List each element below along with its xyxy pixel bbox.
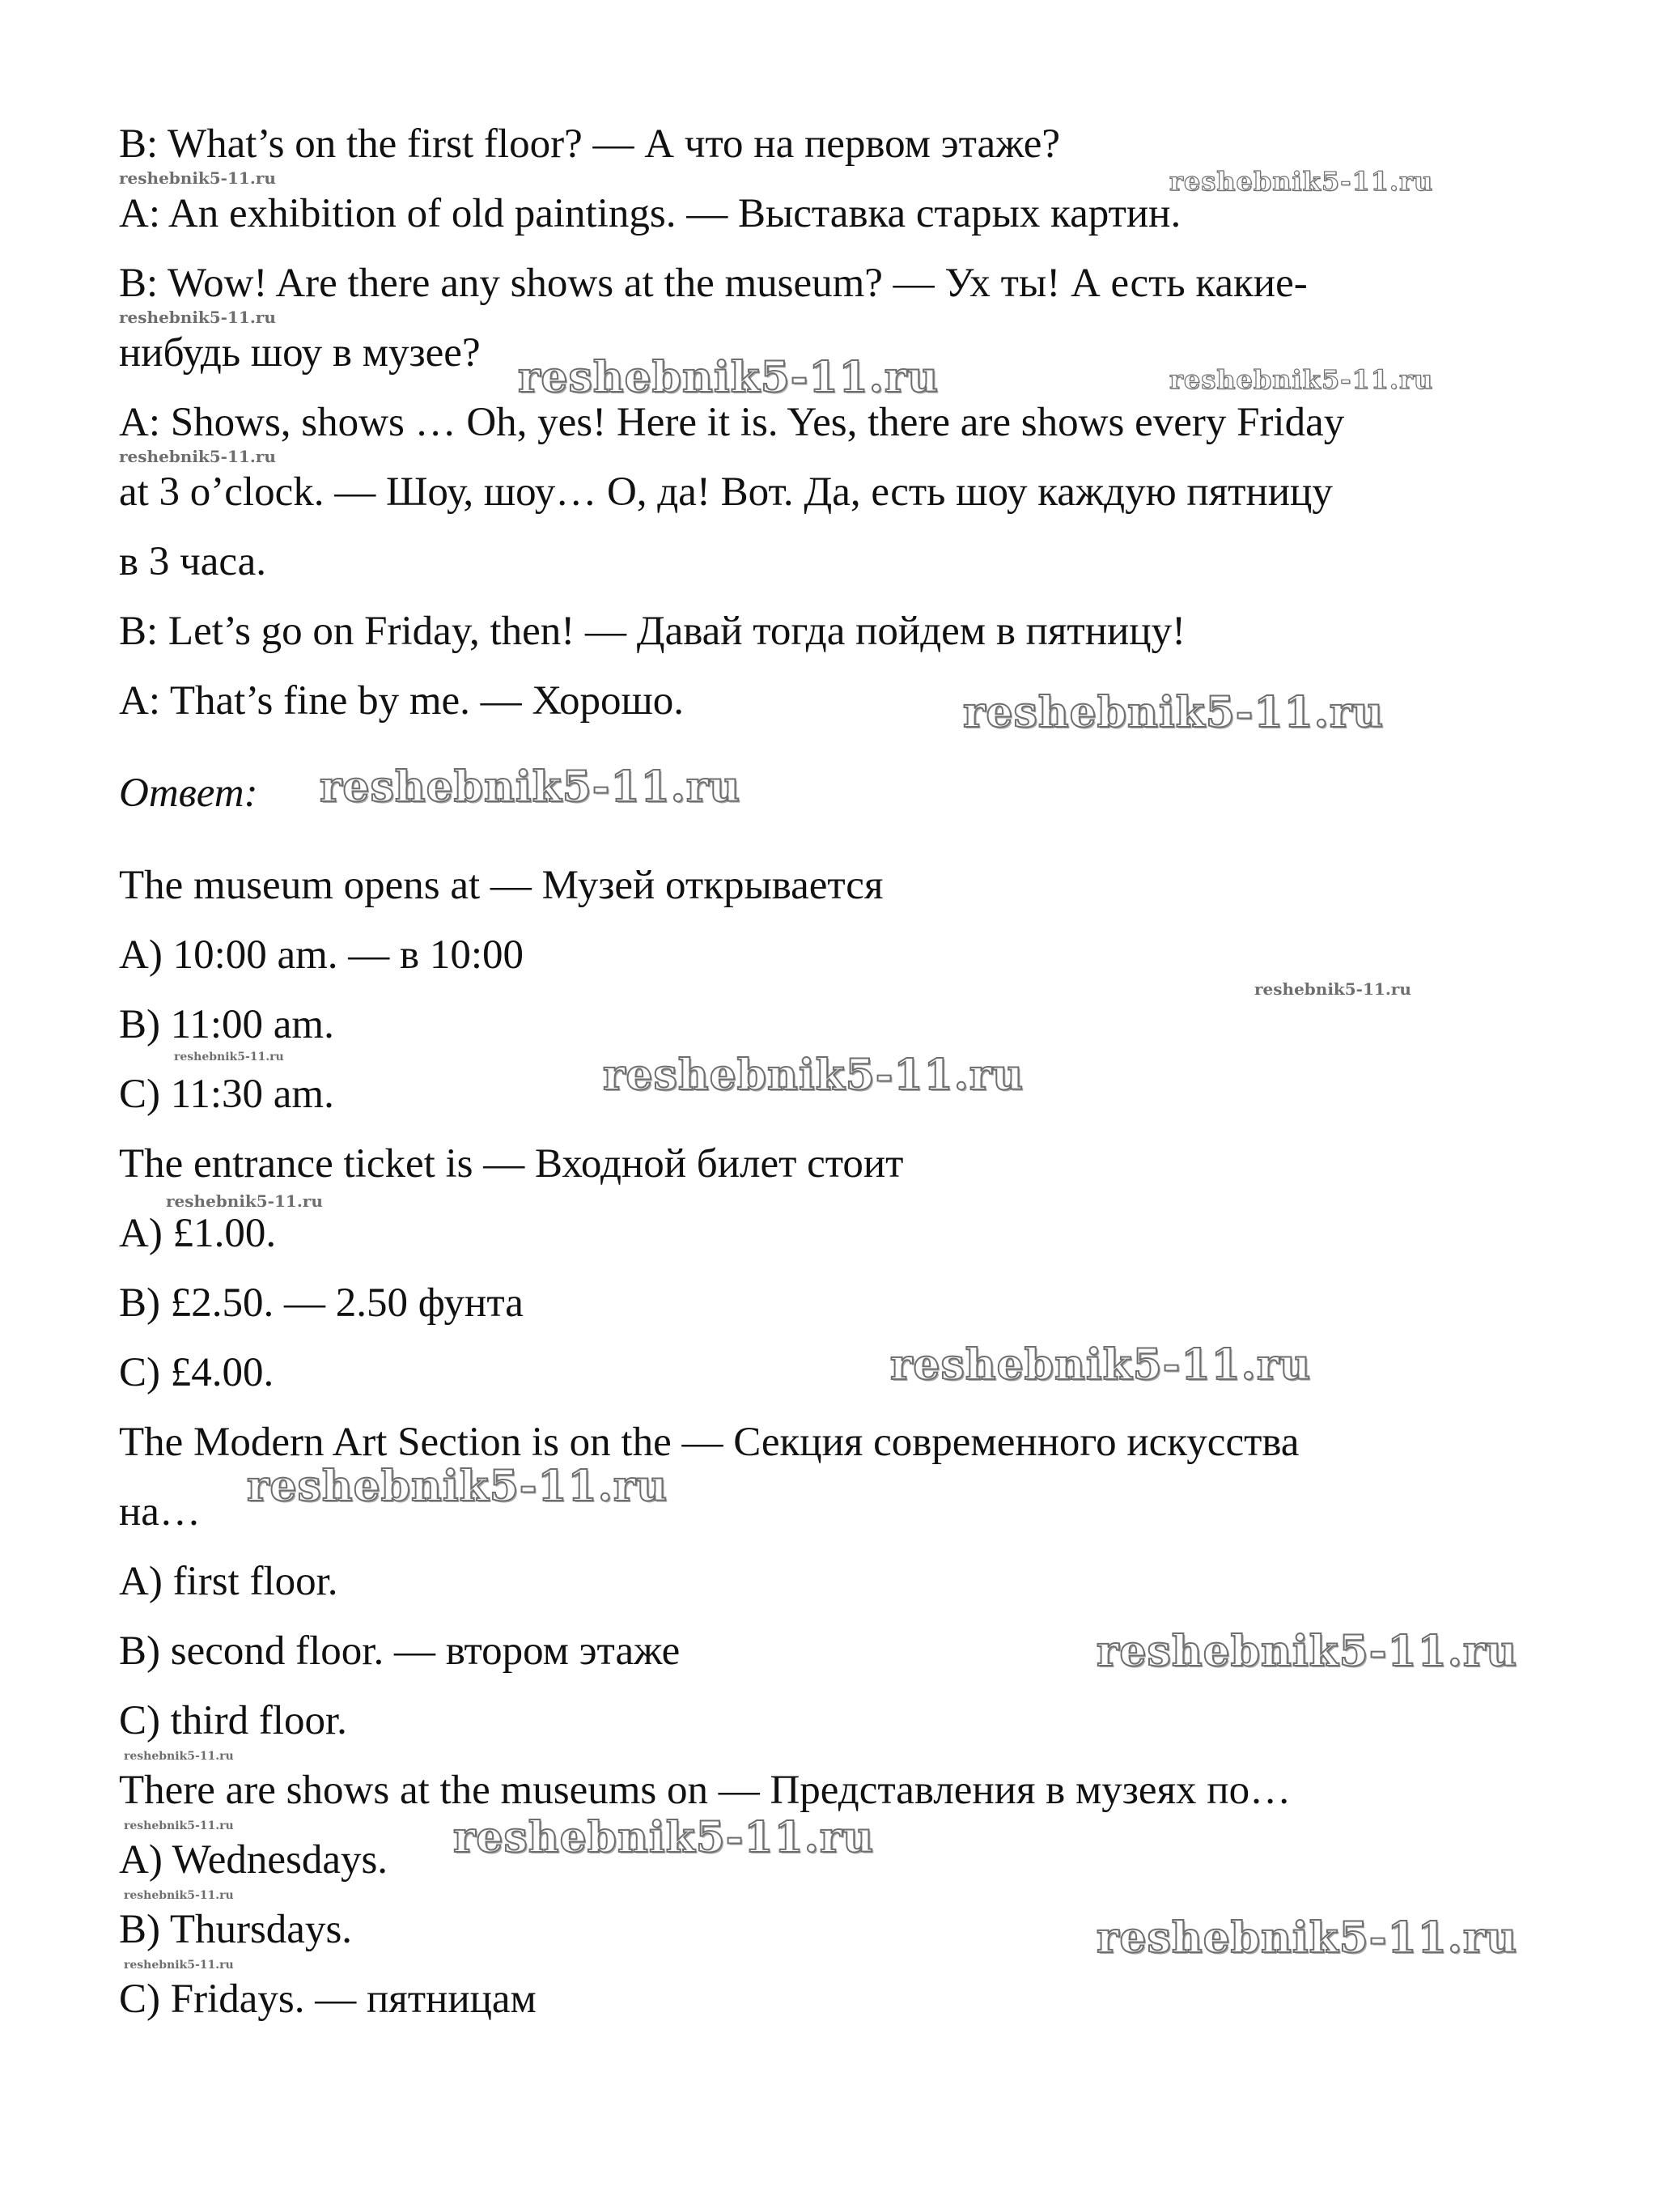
- watermark: reshebnik5-11.ru: [963, 688, 1385, 737]
- option-line: C) £4.00.: [119, 1350, 274, 1395]
- question-entrance-ticket: The entrance ticket is — Входной билет стоит: [119, 1141, 904, 1187]
- dialogue-line-1: B: What’s on the first floor? — А что на первом этаже?: [119, 121, 1060, 167]
- option-line: B) 11:00 am.: [119, 1002, 334, 1047]
- dialogue-line-8: B: Let’s go on Friday, then! — Давай тогда пойдем в пятницу!: [119, 609, 1186, 654]
- question-museum-opens: The museum opens at — Музей открывается: [119, 863, 884, 908]
- watermark: reshebnik5-11.ru: [1169, 166, 1434, 197]
- option-line: A) 10:00 am. — в 10:00: [119, 932, 524, 978]
- answer-label: Ответ:: [119, 771, 258, 816]
- watermark: reshebnik5-11.ru: [518, 353, 940, 402]
- watermark: reshebnik5-11.ru: [603, 1051, 1025, 1100]
- watermark: reshebnik5-11.ru: [119, 447, 276, 466]
- watermark: reshebnik5-11.ru: [1254, 979, 1411, 999]
- watermark: reshebnik5-11.ru: [124, 1959, 234, 1972]
- watermark: reshebnik5-11.ru: [320, 762, 741, 812]
- watermark: reshebnik5-11.ru: [453, 1813, 875, 1862]
- question-modern-art-section: The Modern Art Section is on the — Секция современного искусства: [119, 1420, 1300, 1465]
- option-line: B) Thursdays.: [119, 1907, 353, 1952]
- dialogue-line-3: B: Wow! Are there any shows at the museum? — Ух ты! А есть какие-: [119, 261, 1308, 306]
- watermark: reshebnik5-11.ru: [124, 1889, 234, 1902]
- option-line: A) £1.00.: [119, 1211, 277, 1256]
- dialogue-line-6: at 3 o’clock. — Шоу, шоу… О, да! Вот. Да, есть шоу каждую пятницу: [119, 469, 1333, 515]
- option-line: A) Wednesdays.: [119, 1837, 388, 1883]
- option-line: C) Fridays. — пятницам: [119, 1976, 537, 2022]
- watermark: reshebnik5-11.ru: [247, 1462, 668, 1511]
- dialogue-line-2: A: An exhibition of old paintings. — Выставка старых картин.: [119, 191, 1181, 236]
- watermark: reshebnik5-11.ru: [124, 1750, 234, 1763]
- watermark: reshebnik5-11.ru: [166, 1191, 323, 1211]
- option-line: B) second floor. — втором этаже: [119, 1628, 681, 1674]
- option-line: C) third floor.: [119, 1698, 347, 1743]
- option-line: C) 11:30 am.: [119, 1072, 334, 1117]
- watermark: reshebnik5-11.ru: [1097, 1627, 1518, 1676]
- watermark: reshebnik5-11.ru: [119, 168, 276, 188]
- watermark: reshebnik5-11.ru: [124, 1819, 234, 1832]
- watermark: reshebnik5-11.ru: [1097, 1913, 1518, 1963]
- option-line: B) £2.50. — 2.50 фунта: [119, 1280, 524, 1326]
- question-continuation: на…: [119, 1489, 201, 1535]
- dialogue-line-9: A: That’s fine by me. — Хорошо.: [119, 678, 685, 724]
- watermark: reshebnik5-11.ru: [1169, 364, 1434, 395]
- option-line: A) first floor.: [119, 1559, 338, 1604]
- watermark: reshebnik5-11.ru: [119, 308, 276, 327]
- dialogue-line-5: A: Shows, shows … Oh, yes! Here it is. Yes, there are shows every Friday: [119, 400, 1345, 445]
- dialogue-line-7: в 3 часа.: [119, 539, 267, 584]
- watermark: reshebnik5-11.ru: [890, 1340, 1312, 1390]
- dialogue-line-4: нибудь шоу в музее?: [119, 330, 481, 376]
- question-shows-day: There are shows at the museums on — Представления в музеях по…: [119, 1768, 1292, 1813]
- watermark: reshebnik5-11.ru: [174, 1051, 284, 1064]
